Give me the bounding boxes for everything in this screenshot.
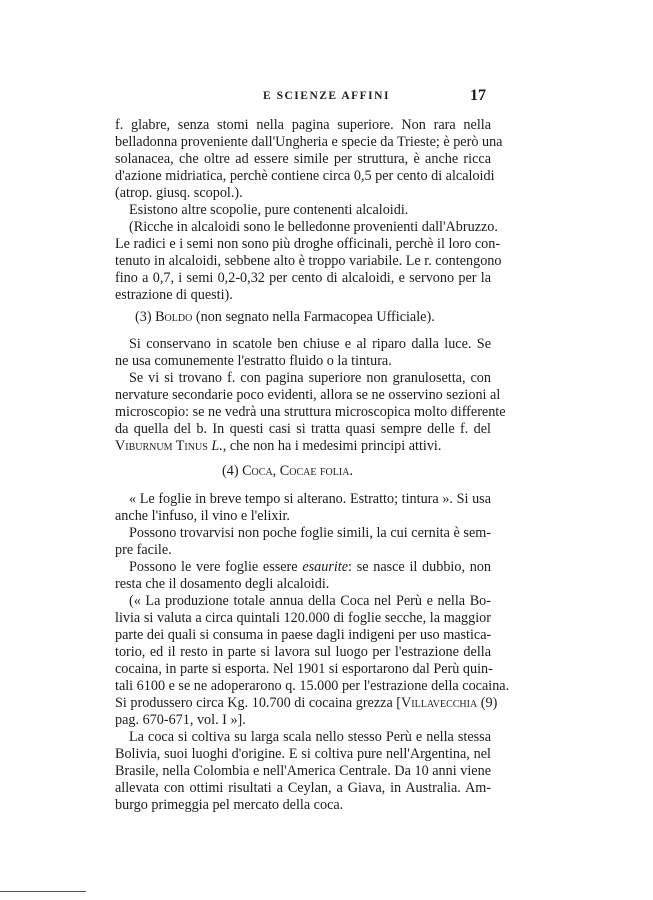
citation-author: Villavecchia — [401, 695, 478, 711]
text-line: estrazione di questi). — [115, 287, 233, 303]
species-name: Viburnum Tinus — [115, 438, 208, 454]
heading-number: (3) — [135, 309, 152, 325]
citation-ref: (9) — [480, 695, 498, 711]
text-line: ne usa comunemente l'estratto fluido o la tintura. — [115, 353, 392, 369]
heading-number: (4) — [222, 463, 239, 479]
text-span: : se nasce il dubbio, non — [348, 559, 492, 575]
heading-note: (non segnato nella Farmacopea Ufficiale). — [195, 309, 435, 325]
text-line: livia si valuta a circa quintali 120.000 di foglie secche, la maggior — [115, 610, 491, 626]
text-line: Si produssero circa Kg. 10.700 di cocaina grezza [Villavecchia (9) — [115, 695, 498, 711]
text-line: (Ricche in alcaloidi sono le belledonne provenienti dall'Abruzzo. — [129, 219, 498, 235]
text-line: Le radici e i semi non sono più droghe officinali, perchè il loro con- — [115, 236, 501, 252]
text-line: f. glabre, senza stomi nella pagina superiore. Non rara nella — [115, 117, 491, 133]
text-line: Bolivia, suoi luoghi d'origine. E si coltiva pure nell'Argentina, nel — [115, 746, 491, 762]
text-line: resta che il dosamento degli alcaloidi. — [115, 576, 330, 592]
text-line: tenuto in alcaloidi, sebbene alto è troppo variabile. Le r. contengono — [115, 253, 502, 269]
text-span: Si produssero circa Kg. 10.700 di cocaina grezza — [115, 695, 393, 711]
text-line: belladonna proveniente dall'Ungheria e specie da Trieste; è però una — [115, 134, 503, 150]
text-span: , che non ha i medesimi principi attivi. — [222, 438, 442, 454]
text-line: fino a 0,7, i semi 0,2-0,32 per cento di alcaloidi, e servono per la — [115, 270, 491, 286]
text-line: (« La produzione totale annua della Coca nel Perù e nella Bo- — [129, 593, 491, 609]
text-line: Brasile, nella Colombia e nell'America Centrale. Da 10 anni viene — [115, 763, 491, 779]
text-line: da quella del b. In questi casi si tratta quasi sempre delle f. del — [115, 421, 491, 437]
text-line: (atrop. giusq. scopol.). — [115, 185, 243, 201]
text-line — [115, 438, 491, 455]
running-title: E SCIENZE AFFINI — [263, 90, 390, 102]
section-heading-coca — [115, 463, 491, 480]
text-line: anche l'infuso, il vino e l'elixir. — [115, 508, 290, 524]
emphasis: esaurite — [302, 559, 349, 575]
text-line: Si conservano in scatole ben chiuse e al riparo dalla luce. Se — [129, 336, 491, 352]
text-line — [115, 559, 491, 576]
text-line: Possono trovarvisi non poche foglie simili, la cui cernita è sem- — [129, 525, 491, 541]
text-span: Possono le vere foglie essere — [129, 559, 298, 575]
text-line: Se vi si trovano f. con pagina superiore non granulosetta, con — [129, 370, 491, 386]
text-line: allevata con ottimi risultati a Ceylan, a Giava, in Australia. Am- — [115, 780, 491, 796]
text-line: Esistono altre scopolie, pure contenenti alcaloidi. — [129, 202, 409, 218]
text-line: La coca si coltiva su larga scala nello stesso Perù e nella stessa — [129, 729, 491, 745]
text-line: tali 6100 e se ne adoperarono q. 15.000 per l'estrazione della cocaina. — [115, 678, 510, 694]
text-line: microscopio: se ne vedrà una struttura microscopica molto differente — [115, 404, 506, 420]
text-line: solanacea, che oltre ad essere simile per struttura, è anche ricca — [115, 151, 491, 167]
section-heading-boldo — [115, 309, 491, 326]
text-line: pag. 670-671, vol. I »]. — [115, 712, 246, 728]
text-line: « Le foglie in breve tempo si alterano. Estratto; tintura ». Si usa — [129, 491, 491, 507]
page-number: 17 — [470, 87, 486, 104]
heading-name: Boldo — [155, 309, 193, 325]
page-edge-mark — [0, 891, 86, 892]
text-line: cocaina, in parte si esporta. Nel 1901 si esportarono dal Perù quin- — [115, 661, 493, 677]
text-line: d'azione midriatica, perchè contiene circa 0,5 per cento di alcaloidi — [115, 168, 495, 184]
text-line: torio, ed il resto in parte si lavora sul luogo per l'estrazione della — [115, 644, 491, 660]
text-line: pre facile. — [115, 542, 172, 558]
author-abbrev: L. — [211, 438, 223, 454]
text-line: parte dei quali si consuma in paese dagli indigeni per uso mastica- — [115, 627, 492, 643]
heading-name: Coca, Cocae folia. — [242, 463, 353, 479]
text-line: nervature secondarie poco evidenti, allora se ne osservino sezioni al — [115, 387, 501, 403]
text-line: burgo primeggia pel mercato della coca. — [115, 797, 344, 813]
